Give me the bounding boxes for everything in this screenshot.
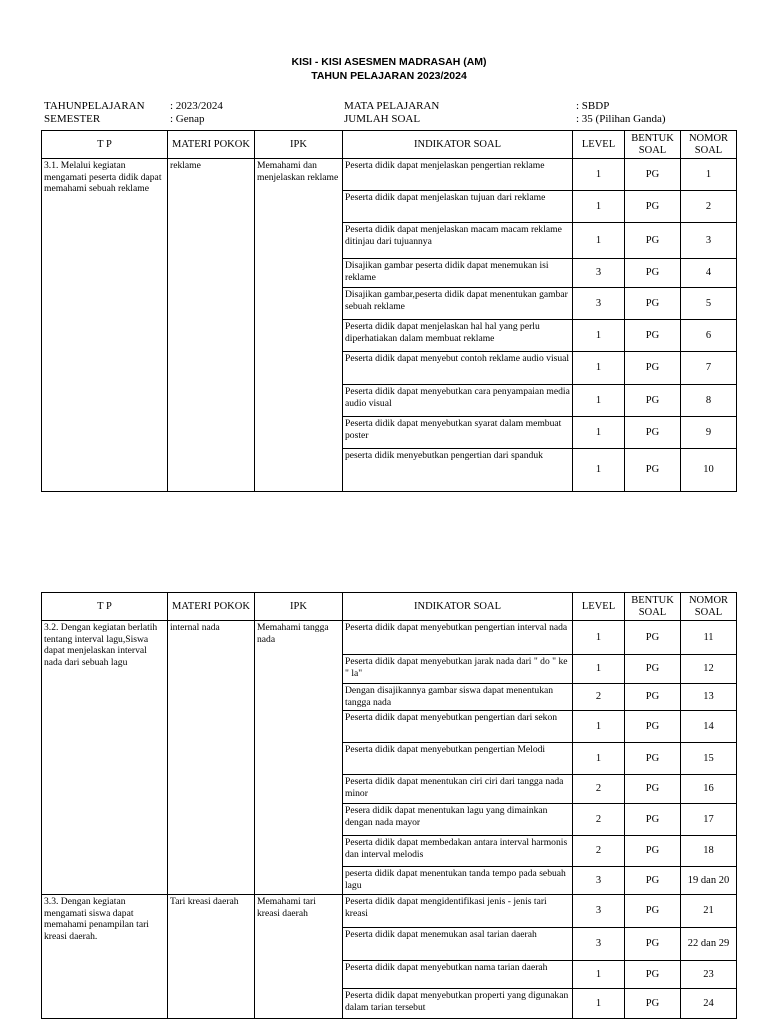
indikator-cell: Dengan disajikannya gambar siswa dapat menentukan tangga nada: [343, 684, 573, 711]
nomor-cell: 7: [681, 352, 737, 385]
col-tp-header: T P: [42, 593, 168, 621]
nomor-cell: 21: [681, 895, 737, 928]
tahun-value: : 2023/2024: [170, 100, 223, 112]
col-nomor-header: NOMOR SOAL: [681, 131, 737, 159]
indikator-cell: Peserta didik dapat membedakan antara interval harmonis dan interval melodis: [343, 836, 573, 867]
level-cell: 1: [573, 385, 625, 417]
col-level-header: LEVEL: [573, 131, 625, 159]
indikator-cell: Peserta didik dapat menyebutkan syarat dalam membuat poster: [343, 417, 573, 449]
bentuk-cell: PG: [625, 961, 681, 989]
nomor-cell: 14: [681, 711, 737, 743]
nomor-cell: 16: [681, 775, 737, 804]
nomor-cell: 11: [681, 621, 737, 655]
col-ipk-header: IPK: [255, 131, 343, 159]
col-bentuk-header: BENTUK SOAL: [625, 131, 681, 159]
bentuk-cell: PG: [625, 804, 681, 836]
level-cell: 1: [573, 223, 625, 259]
ipk-cell: Memahami dan menjelaskan reklame: [255, 159, 343, 492]
bentuk-cell: PG: [625, 320, 681, 352]
indikator-cell: Peserta didik dapat menyebutkan pengertian Melodi: [343, 743, 573, 775]
nomor-cell: 18: [681, 836, 737, 867]
indikator-cell: Peserta didik dapat menyebutkan properti yang digunakan dalam tarian tersebut: [343, 989, 573, 1019]
col-materi-header: MATERI POKOK: [168, 593, 255, 621]
indikator-cell: Peserta didik dapat menyebutkan nama tarian daerah: [343, 961, 573, 989]
indikator-cell: Peserta didik dapat menjelaskan tujuan dari reklame: [343, 191, 573, 223]
kisi-table-2: [41, 592, 737, 1019]
nomor-cell: 5: [681, 288, 737, 320]
bentuk-cell: PG: [625, 836, 681, 867]
level-cell: 1: [573, 159, 625, 191]
indikator-cell: Peserta didik dapat menentukan ciri ciri dari tangga nada minor: [343, 775, 573, 804]
nomor-cell: 19 dan 20: [681, 867, 737, 895]
nomor-cell: 12: [681, 655, 737, 684]
indikator-cell: Peserta didik dapat menemukan asal tarian daerah: [343, 928, 573, 961]
semester-label: SEMESTER: [44, 113, 101, 125]
bentuk-cell: PG: [625, 259, 681, 288]
level-cell: 2: [573, 836, 625, 867]
mapel-value: : SBDP: [576, 100, 610, 112]
bentuk-cell: PG: [625, 223, 681, 259]
nomor-cell: 8: [681, 385, 737, 417]
bentuk-cell: PG: [625, 743, 681, 775]
bentuk-cell: PG: [625, 867, 681, 895]
tp-cell: 3.3. Dengan kegiatan mengamati siswa dapat memahami penampilan tari kreasi daerah.: [42, 895, 168, 1019]
level-cell: 1: [573, 655, 625, 684]
bentuk-cell: PG: [625, 385, 681, 417]
indikator-cell: peserta didik menyebutkan pengertian dari spanduk: [343, 449, 573, 492]
nomor-cell: 10: [681, 449, 737, 492]
level-cell: 2: [573, 684, 625, 711]
indikator-cell: Peserta didik dapat menyebut contoh reklame audio visual: [343, 352, 573, 385]
level-cell: 1: [573, 711, 625, 743]
level-cell: 2: [573, 775, 625, 804]
level-cell: 3: [573, 259, 625, 288]
nomor-cell: 15: [681, 743, 737, 775]
nomor-cell: 24: [681, 989, 737, 1019]
semester-value: : Genap: [170, 113, 205, 125]
nomor-cell: 2: [681, 191, 737, 223]
level-cell: 3: [573, 867, 625, 895]
bentuk-cell: PG: [625, 159, 681, 191]
level-cell: 1: [573, 417, 625, 449]
table-header-row: [42, 593, 737, 621]
nomor-cell: 4: [681, 259, 737, 288]
level-cell: 1: [573, 989, 625, 1019]
level-cell: 1: [573, 621, 625, 655]
nomor-cell: 1: [681, 159, 737, 191]
bentuk-cell: PG: [625, 288, 681, 320]
ipk-cell: Memahami tangga nada: [255, 621, 343, 895]
col-bentuk-header: BENTUK SOAL: [625, 593, 681, 621]
tp-cell: 3.2. Dengan kegiatan berlatih tentang interval lagu,Siswa dapat menjelaskan interval nada dari sebuah lagu: [42, 621, 168, 895]
bentuk-cell: PG: [625, 775, 681, 804]
bentuk-cell: PG: [625, 928, 681, 961]
materi-cell: Tari kreasi daerah: [168, 895, 255, 1019]
ipk-cell: Memahami tari kreasi daerah: [255, 895, 343, 1019]
level-cell: 3: [573, 928, 625, 961]
nomor-cell: 13: [681, 684, 737, 711]
table-row: [42, 159, 737, 191]
indikator-cell: Peserta didik dapat menyebutkan pengertian interval nada: [343, 621, 573, 655]
tp-cell: 3.1. Melalui kegiatan mengamati peserta didik dapat memahami sebuah reklame: [42, 159, 168, 492]
level-cell: 1: [573, 449, 625, 492]
indikator-cell: Pesera didik dapat menentukan lagu yang dimainkan dengan nada mayor: [343, 804, 573, 836]
col-materi-header: MATERI POKOK: [168, 131, 255, 159]
col-ipk-header: IPK: [255, 593, 343, 621]
bentuk-cell: PG: [625, 655, 681, 684]
bentuk-cell: PG: [625, 989, 681, 1019]
level-cell: 3: [573, 288, 625, 320]
bentuk-cell: PG: [625, 895, 681, 928]
bentuk-cell: PG: [625, 417, 681, 449]
level-cell: 1: [573, 961, 625, 989]
col-indikator-header: INDIKATOR SOAL: [343, 131, 573, 159]
document-subtitle: TAHUN PELAJARAN 2023/2024: [311, 70, 467, 82]
table-row: [42, 895, 737, 928]
indikator-cell: Peserta didik dapat menjelaskan pengertian reklame: [343, 159, 573, 191]
bentuk-cell: PG: [625, 711, 681, 743]
indikator-cell: Peserta didik dapat mengidentifikasi jenis - jenis tari kreasi: [343, 895, 573, 928]
indikator-cell: Peserta didik dapat menjelaskan macam macam reklame ditinjau dari tujuannya: [343, 223, 573, 259]
indikator-cell: Peserta didik dapat menyebutkan cara penyampaian media audio visual: [343, 385, 573, 417]
bentuk-cell: PG: [625, 191, 681, 223]
mapel-label: MATA PELAJARAN: [344, 100, 440, 112]
materi-cell: reklame: [168, 159, 255, 492]
col-indikator-header: INDIKATOR SOAL: [343, 593, 573, 621]
indikator-cell: Peserta didik dapat menjelaskan hal hal yang perlu diperhatiakan dalam membuat reklame: [343, 320, 573, 352]
nomor-cell: 3: [681, 223, 737, 259]
level-cell: 1: [573, 320, 625, 352]
nomor-cell: 22 dan 29: [681, 928, 737, 961]
bentuk-cell: PG: [625, 352, 681, 385]
col-level-header: LEVEL: [573, 593, 625, 621]
level-cell: 3: [573, 895, 625, 928]
nomor-cell: 17: [681, 804, 737, 836]
col-tp-header: T P: [42, 131, 168, 159]
level-cell: 1: [573, 352, 625, 385]
tahun-label: TAHUNPELAJARAN: [44, 100, 145, 112]
nomor-cell: 6: [681, 320, 737, 352]
bentuk-cell: PG: [625, 684, 681, 711]
nomor-cell: 23: [681, 961, 737, 989]
level-cell: 1: [573, 743, 625, 775]
nomor-cell: 9: [681, 417, 737, 449]
document-title: KISI - KISI ASESMEN MADRASAH (AM): [291, 56, 487, 68]
indikator-cell: Disajikan gambar,peserta didik dapat menentukan gambar sebuah reklame: [343, 288, 573, 320]
indikator-cell: Disajikan gambar peserta didik dapat menemukan isi reklame: [343, 259, 573, 288]
level-cell: 1: [573, 191, 625, 223]
jumlah-value: : 35 (Pilihan Ganda): [576, 113, 666, 125]
indikator-cell: Peserta didik dapat menyebutkan pengertian dari sekon: [343, 711, 573, 743]
bentuk-cell: PG: [625, 621, 681, 655]
materi-cell: internal nada: [168, 621, 255, 895]
level-cell: 2: [573, 804, 625, 836]
jumlah-label: JUMLAH SOAL: [344, 113, 421, 125]
table-header-row: [42, 131, 737, 159]
indikator-cell: peserta didik dapat menentukan tanda tempo pada sebuah lagu: [343, 867, 573, 895]
col-nomor-header: NOMOR SOAL: [681, 593, 737, 621]
indikator-cell: Peserta didik dapat menyebutkan jarak nada dari " do " ke " la": [343, 655, 573, 684]
bentuk-cell: PG: [625, 449, 681, 492]
kisi-table-1: [41, 130, 737, 492]
table-row: [42, 621, 737, 655]
